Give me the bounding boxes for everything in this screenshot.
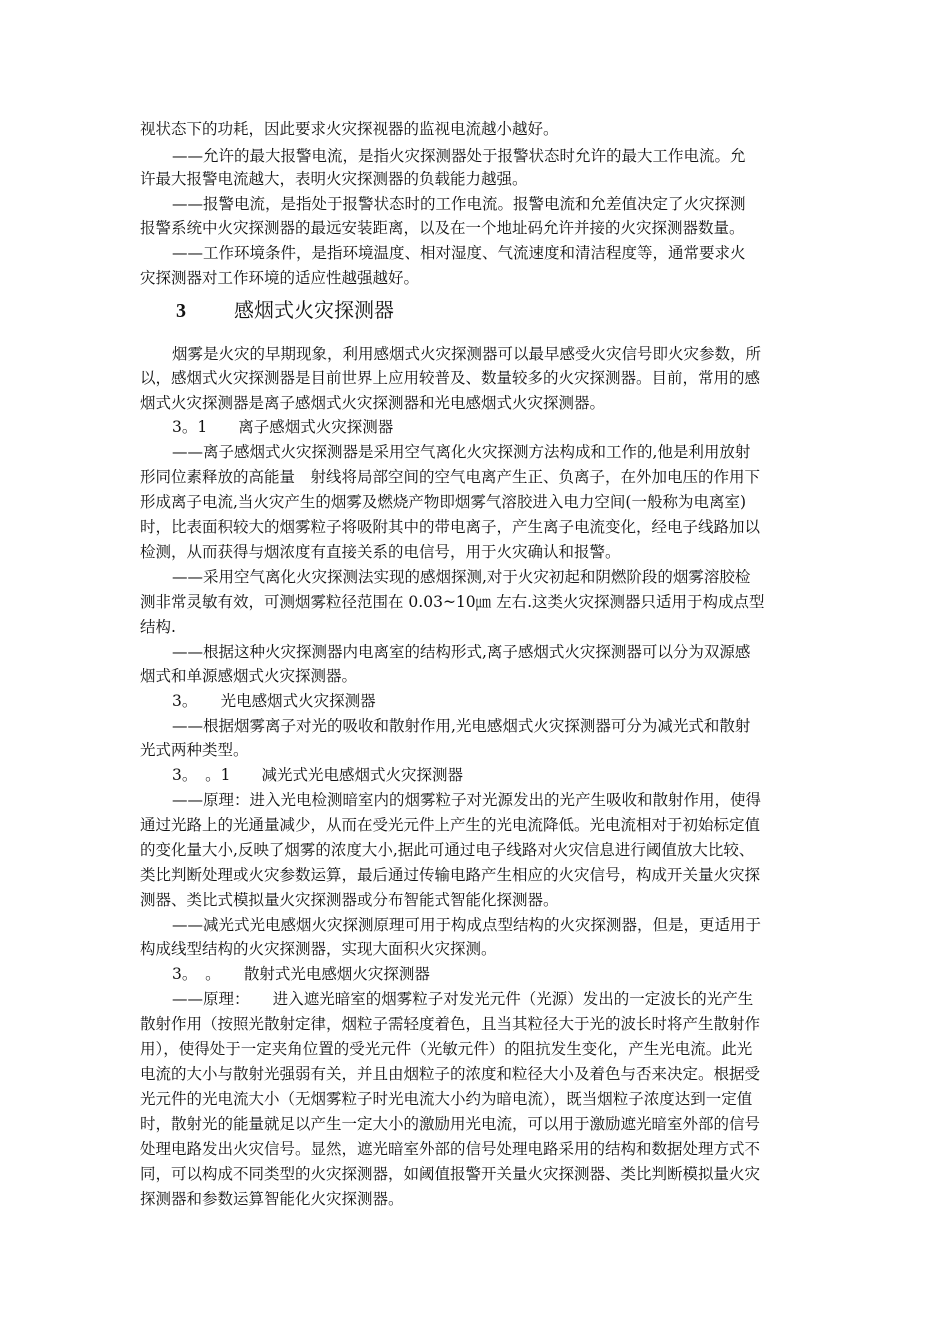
text-line: ——原理：进入光电检测暗室内的烟雾粒子对光源发出的光产生吸收和散射作用，使得	[172, 791, 762, 809]
text-line: 报警系统中火灾探测器的最远安装距离，以及在一个地址码允许并接的火灾探测器数量。	[140, 219, 745, 237]
text-line: 许最大报警电流越大，表明火灾探测器的负载能力越强。	[140, 170, 528, 188]
text-line: 烟式火灾探测器是离子感烟式火灾探测器和光电感烟式火灾探测器。	[140, 394, 606, 412]
subsection-heading: 3。1 离子感烟式火灾探测器	[172, 418, 394, 436]
text-line: 类比判断处理或火灾参数运算，最后通过传输电路产生相应的火灾信号，构成开关量火灾探	[140, 866, 761, 884]
text-line: 视状态下的功耗，因此要求火灾探视器的监视电流越小越好。	[140, 120, 559, 138]
text-line: 结构.	[140, 618, 176, 636]
section-number: 3	[176, 300, 186, 322]
text-line: 处理电路发出火灾信号。显然，遮光暗室外部的信号处理电路采用的结构和数据处理方式不	[140, 1140, 761, 1158]
text-line: 测器、类比式模拟量火灾探测器或分布智能式智能化探测器。	[140, 891, 559, 909]
text-line: 灾探测器对工作环境的适应性越强越好。	[140, 269, 420, 287]
text-line: ——工作环境条件，是指环境温度、相对湿度、气流速度和清洁程度等，通常要求火	[172, 244, 746, 262]
text-line: ——允许的最大报警电流，是指火灾探测器处于报警状态时允许的最大工作电流。允	[172, 147, 746, 165]
section-title: 感烟式火灾探测器	[234, 298, 394, 322]
text-line: 烟雾是火灾的早期现象，利用感烟式火灾探测器可以最早感受火灾信号即火灾参数，所	[172, 345, 762, 363]
text-line: 的变化量大小,反映了烟雾的浓度大小,据此可通过电子线路对火灾信息进行阈值放大比较、	[140, 841, 755, 859]
text-line: 时，散射光的能量就足以产生一定大小的激励用光电流，可以用于激励遮光暗室外部的信号	[140, 1115, 761, 1133]
text-line: ——报警电流，是指处于报警状态时的工作电流。报警电流和允差值决定了火灾探测	[172, 195, 746, 213]
text-line: 构成线型结构的火灾探测器，实现大面积火灾探测。	[140, 940, 497, 958]
text-line: 探测器和参数运算智能化火灾探测器。	[140, 1190, 404, 1208]
text-line: 检测，从而获得与烟浓度有直接关系的电信号，用于火灾确认和报警。	[140, 543, 621, 561]
text-line: ——原理： 进入遮光暗室的烟雾粒子对发光元件（光源）发出的一定波长的光产生	[172, 990, 754, 1008]
text-line: 测非常灵敏有效，可测烟雾粒径范围在 0.03~10㎛ 左右.这类火灾探测器只适用于构成点型	[140, 593, 765, 611]
text-line: 光元件的光电流大小（无烟雾粒子时光电流大小约为暗电流），既当烟粒子浓度达到一定值	[140, 1090, 753, 1108]
text-line: ——根据烟雾离子对光的吸收和散射作用,光电感烟式火灾探测器可分为减光式和散射	[172, 717, 751, 735]
text-line: 通过光路上的光通量减少，从而在受光元件上产生的光电流降低。光电流相对于初始标定值	[140, 816, 761, 834]
text-line: ——离子感烟式火灾探测器是采用空气离化火灾探测方法构成和工作的,他是利用放射	[172, 443, 751, 461]
text-line: ——采用空气离化火灾探测法实现的感烟探测,对于火灾初起和阴燃阶段的烟雾溶胶检	[172, 568, 751, 586]
text-line: 光式两种类型。	[140, 741, 249, 759]
text-line: 形成离子电流,当火灾产生的烟雾及燃烧产物即烟雾气溶胶进入电力空间(一般称为电离室)	[140, 493, 747, 511]
text-line: 烟式和单源感烟式火灾探测器。	[140, 667, 358, 685]
text-line: 形同位素释放的高能量 射线将局部空间的空气电离产生正、负离子，在外加电压的作用下	[140, 468, 761, 486]
subsection-heading: 3。 。1 减光式光电感烟式火灾探测器	[172, 766, 463, 784]
text-line: 以，感烟式火灾探测器是目前世界上应用较普及、数量较多的火灾探测器。目前，常用的感	[140, 369, 761, 387]
text-line: 散射作用（按照光散射定律，烟粒子需轻度着色，且当其粒径大于光的波长时将产生散射作	[140, 1015, 761, 1033]
subsection-heading: 3。 光电感烟式火灾探测器	[172, 692, 376, 710]
text-line: 电流的大小与散射光强弱有关，并且由烟粒子的浓度和粒径大小及着色与否来决定。根据受	[140, 1065, 761, 1083]
subsection-heading: 3。 。 散射式光电感烟火灾探测器	[172, 965, 430, 983]
text-line: 时，比表面积较大的烟雾粒子将吸附其中的带电离子，产生离子电流变化，经电子线路加以	[140, 518, 761, 536]
text-line: ——根据这种火灾探测器内电离室的结构形式,离子感烟式火灾探测器可以分为双源感	[172, 643, 751, 661]
section-heading	[176, 296, 394, 325]
text-line: 同，可以构成不同类型的火灾探测器，如阈值报警开关量火灾探测器、类比判断模拟量火灾	[140, 1165, 761, 1183]
text-line: 用），使得处于一定夹角位置的受光元件（光敏元件）的阻抗发生变化，产生光电流。此光	[140, 1040, 753, 1058]
text-line: ——减光式光电感烟火灾探测原理可用于构成点型结构的火灾探测器，但是，更适用于	[172, 916, 762, 934]
